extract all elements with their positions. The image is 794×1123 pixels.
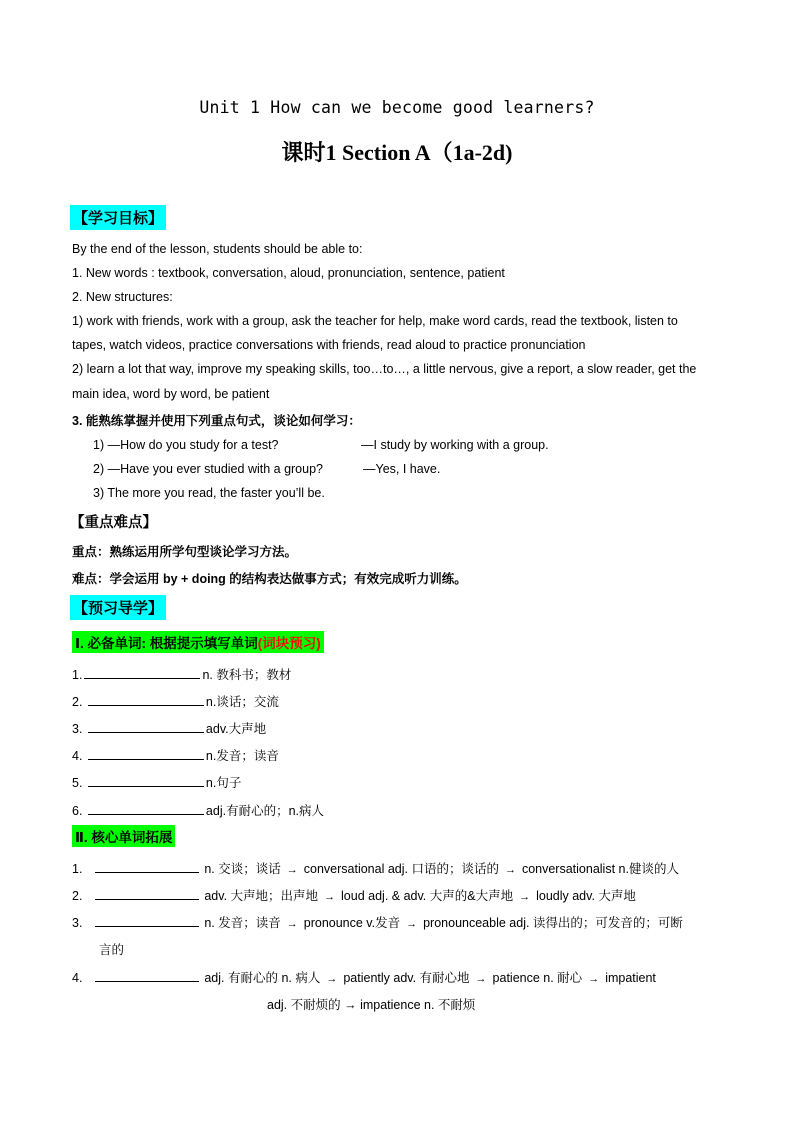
objective-new-words: 1. New words : textbook, conversation, aloud, pronunciation, sentence, patient [72, 266, 505, 280]
structure-list-1a: 1) work with friends, work with a group, ask the teacher for help, make word cards, read the textbook, listen to [72, 314, 678, 328]
dialog-2-answer: —Yes, I have. [363, 462, 441, 476]
arrow-icon: → [504, 864, 516, 876]
vocab-blank-3[interactable] [88, 720, 204, 733]
objectives-intro: By the end of the lesson, students should be able to: [72, 242, 363, 256]
arrow-icon: → [588, 973, 600, 985]
vocab-blank-5[interactable] [88, 774, 204, 787]
key-points-focus: 重点：熟练运用所学句型谈论学习方法。 [72, 545, 298, 559]
objective-sentence-patterns: 3. 能熟练掌握并使用下列重点句式，谈论如何学习： [72, 414, 361, 428]
vocab-item-3: 3. adv.大声地 [72, 722, 267, 736]
dialog-3-sentence: 3) The more you read, the faster you’ll be. [93, 486, 325, 500]
core-word-item-2: 2. adv. 大声地；出声地 → loud adj. & adv. 大声的&大声地 → loudly adv. 大声地 [72, 889, 636, 903]
vocab-blank-1[interactable] [84, 666, 200, 679]
arrow-icon: → [286, 864, 298, 876]
core-word-item-1: 1. n. 交谈；谈话 → conversational adj. 口语的；谈话的 → conversationalist n.健谈的人 [72, 862, 679, 876]
vocab-blank-6[interactable] [88, 802, 204, 815]
dialog-1-question: 1) —How do you study for a test? [93, 438, 279, 452]
core-word-item-4-continued: adj. 不耐烦的 → impatience n. 不耐烦 [267, 998, 476, 1012]
structure-list-2a: 2) learn a lot that way, improve my speaking skills, too…to…, a little nervous, give a report, a slow reader, get the [72, 362, 697, 376]
structure-list-1b: tapes, watch videos, practice conversations with friends, read aloud to practice pronunciation [72, 338, 586, 352]
key-points-header: 【重点难点】 [70, 515, 157, 531]
section1-header: Ⅰ. 必备单词: 根据提示填写单词(词块预习) [72, 631, 324, 653]
vocab-item-5: 5. n.句子 [72, 776, 242, 790]
arrow-icon: → [324, 891, 336, 903]
dialog-1-answer: —I study by working with a group. [361, 438, 549, 452]
core-word-blank-1[interactable] [95, 860, 199, 873]
arrow-icon: → [519, 891, 531, 903]
vocab-item-2: 2. n.谈话；交流 [72, 695, 279, 709]
core-word-item-3-continued: 言的 [99, 943, 125, 957]
unit-title: Unit 1 How can we become good learners? [199, 98, 595, 117]
structure-list-2b: main idea, word by word, be patient [72, 387, 270, 401]
core-word-blank-4[interactable] [95, 969, 199, 982]
arrow-icon: → [406, 918, 418, 930]
objective-new-structures: 2. New structures: [72, 290, 173, 304]
objectives-header: 【学习目标】 [70, 205, 166, 230]
core-word-blank-2[interactable] [95, 887, 199, 900]
preview-header: 【预习导学】 [70, 595, 166, 620]
vocab-item-6: 6. adj.有耐心的；n.病人 [72, 804, 325, 818]
dialog-2-question: 2) —Have you ever studied with a group? [93, 462, 323, 476]
core-word-blank-3[interactable] [95, 914, 199, 927]
core-word-item-4: 4. adj. 有耐心的 n. 病人 → patiently adv. 有耐心地 → patience n. 耐心 → impatient [72, 971, 656, 985]
vocab-item-1: 1. n. 教科书；教材 [72, 668, 292, 682]
vocab-blank-2[interactable] [88, 693, 204, 706]
section2-header: Ⅱ. 核心单词拓展 [72, 825, 175, 847]
vocab-item-4: 4. n.发音；读音 [72, 749, 279, 763]
core-word-item-3: 3. n. 发音；读音 → pronounce v.发音 → pronounceable adj. 读得出的；可发音的；可断 [72, 916, 683, 930]
key-points-difficulty: 难点：学会运用 by + doing 的结构表达做事方式；有效完成听力训练。 [72, 572, 467, 586]
arrow-icon: → [326, 973, 338, 985]
vocab-blank-4[interactable] [88, 747, 204, 760]
arrow-icon: → [286, 918, 298, 930]
lesson-title: 课时1 Section A（1a-2d) [281, 140, 513, 165]
arrow-icon: → [475, 973, 487, 985]
